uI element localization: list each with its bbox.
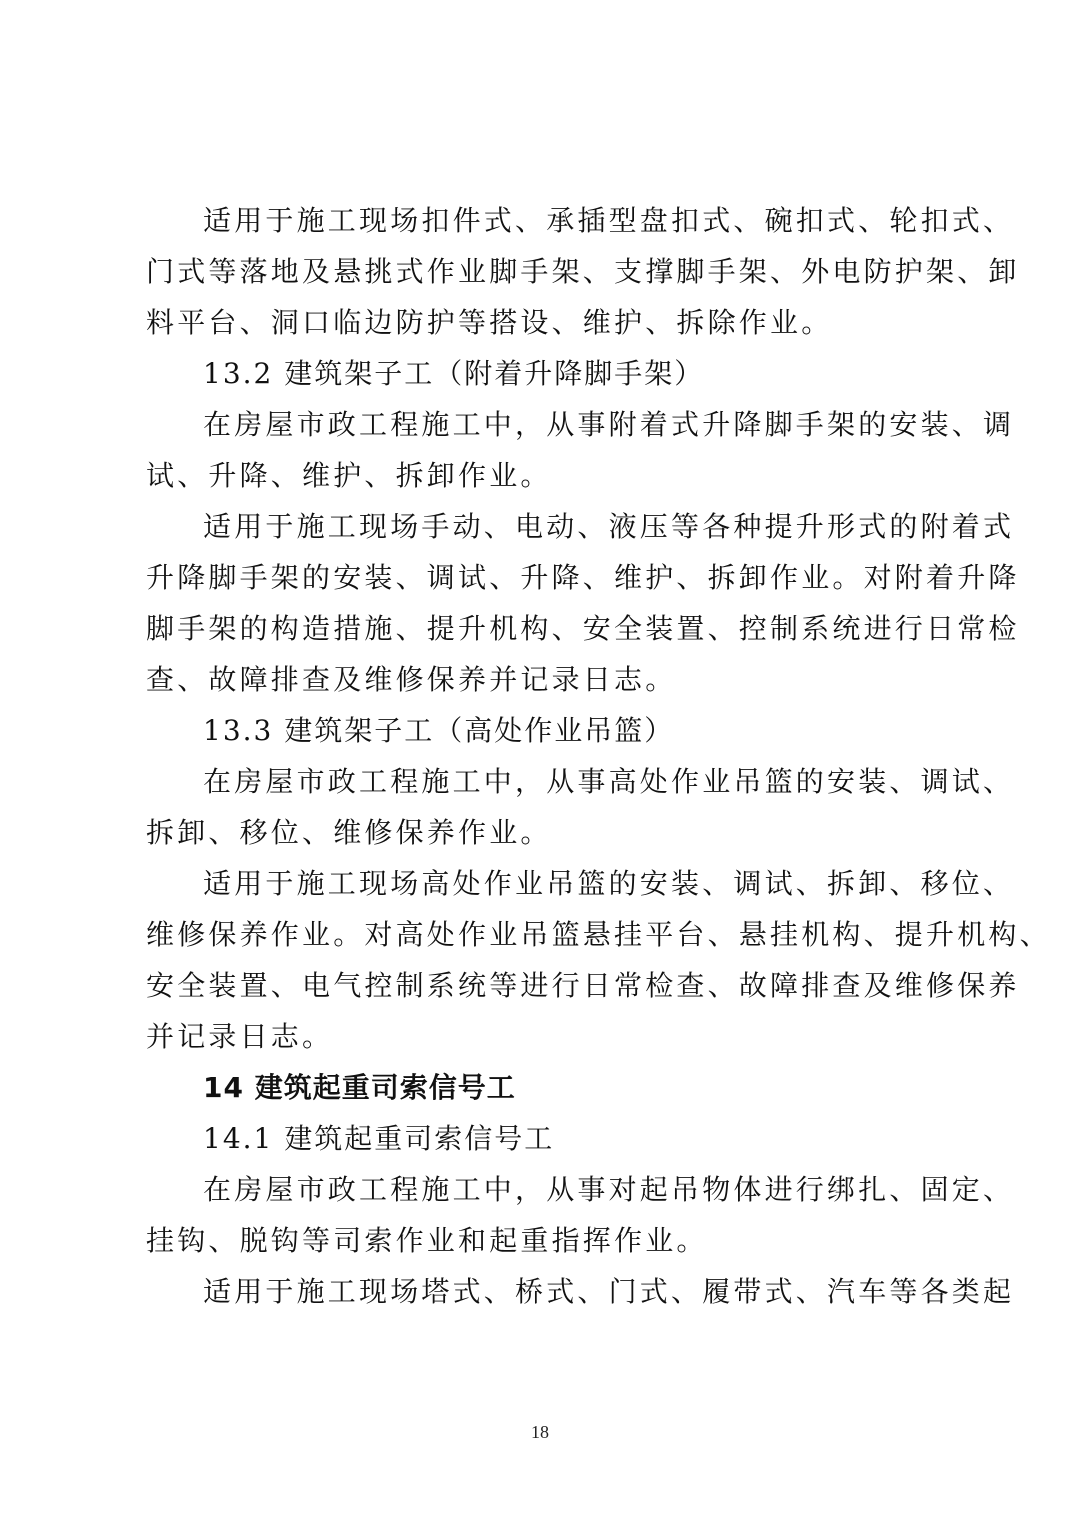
section-heading-13-3: 13.3 建筑架子工（高处作业吊篮） [203, 714, 675, 747]
paragraph-line: 升降脚手架的安装、调试、升降、维护、拆卸作业。对附着升降 [146, 561, 1020, 594]
paragraph-line: 在房屋市政工程施工中，从事附着式升降脚手架的安装、调 [203, 408, 1015, 441]
paragraph-line: 在房屋市政工程施工中，从事高处作业吊篮的安装、调试、 [203, 765, 1015, 798]
paragraph-line: 安全装置、电气控制系统等进行日常检查、故障排查及维修保养 [146, 969, 1020, 1002]
paragraph-line: 适用于施工现场高处作业吊篮的安装、调试、拆卸、移位、 [203, 867, 1015, 900]
paragraph-line: 门式等落地及悬挑式作业脚手架、支撑脚手架、外电防护架、卸 [146, 255, 1020, 288]
paragraph-line: 适用于施工现场塔式、桥式、门式、履带式、汽车等各类起 [203, 1275, 1015, 1308]
section-heading-14: 14 建筑起重司索信号工 [203, 1071, 516, 1104]
paragraph-line: 料平台、洞口临边防护等搭设、维护、拆除作业。 [146, 306, 833, 339]
paragraph-line: 挂钩、脱钩等司索作业和起重指挥作业。 [146, 1224, 708, 1257]
paragraph-line: 适用于施工现场手动、电动、液压等各种提升形式的附着式 [203, 510, 1015, 543]
page-number: 18 [531, 1422, 549, 1442]
section-heading-14-1: 14.1 建筑起重司索信号工 [203, 1122, 555, 1155]
paragraph-line: 维修保养作业。对高处作业吊篮悬挂平台、悬挂机构、提升机构、 [146, 918, 1051, 951]
section-heading-13-2: 13.2 建筑架子工（附着升降脚手架） [203, 357, 705, 390]
paragraph-line: 适用于施工现场扣件式、承插型盘扣式、碗扣式、轮扣式、 [203, 204, 1015, 237]
paragraph-line: 拆卸、移位、维修保养作业。 [146, 816, 552, 849]
paragraph-line: 查、故障排查及维修保养并记录日志。 [146, 663, 677, 696]
paragraph-line: 试、升降、维护、拆卸作业。 [146, 459, 552, 492]
paragraph-line: 脚手架的构造措施、提升机构、安全装置、控制系统进行日常检 [146, 612, 1020, 645]
paragraph-line: 在房屋市政工程施工中，从事对起吊物体进行绑扎、固定、 [203, 1173, 1015, 1206]
paragraph-line: 并记录日志。 [146, 1020, 334, 1053]
